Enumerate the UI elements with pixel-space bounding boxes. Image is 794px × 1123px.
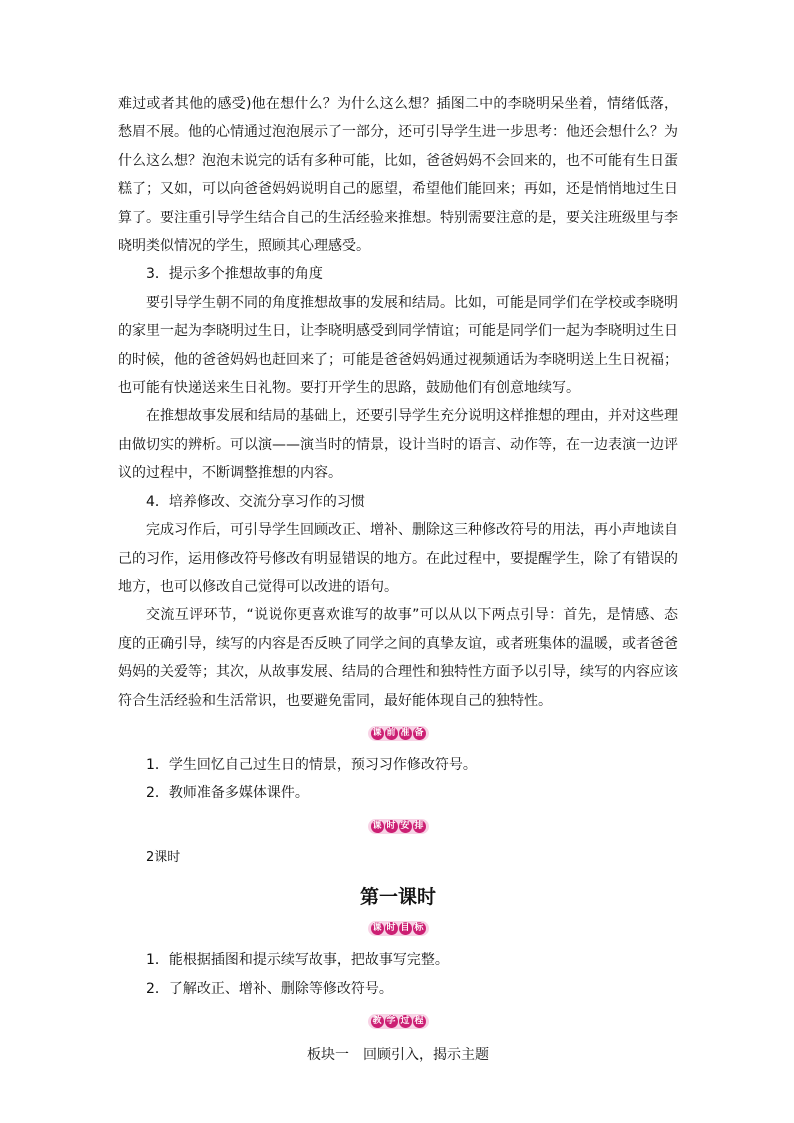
- badge-char: 排: [414, 820, 424, 831]
- prep-item-1: 1．学生回忆自己过生日的情景，预习习作修改符号。: [146, 756, 477, 773]
- badge-char: 课: [372, 820, 382, 831]
- section-4-heading: 4．培养修改、交流分享习作的习惯: [146, 493, 365, 510]
- badge-prep: [368, 726, 429, 741]
- badge-char: 课: [372, 923, 382, 934]
- badge-goals-row: [118, 918, 678, 944]
- document-content: [118, 90, 678, 1069]
- badge-char: 过: [400, 1015, 410, 1026]
- badge-process-row: [118, 1011, 678, 1037]
- badge-process: [368, 1014, 429, 1029]
- badge-schedule: [368, 819, 429, 834]
- block-title: 板块一 回顾引入，揭示主题: [307, 1046, 489, 1063]
- prep-item-2: 2．教师准备多媒体课件。: [146, 785, 309, 802]
- badge-char: 准: [400, 727, 410, 738]
- badge-char: 标: [414, 923, 424, 934]
- schedule-text: 2课时: [146, 849, 181, 865]
- goal-item-2: 2．了解改正、增补、删除等修改符号。: [146, 980, 393, 997]
- badge-char: 前: [386, 727, 396, 738]
- goal-item-1: 1．能根据插图和提示续写故事，把故事写完整。: [146, 952, 449, 969]
- paragraph-continuation: 难过或者其他的感受)他在想什么？为什么这么想？插图二中的李晓明呆坐着，情绪低落，愁眉不展。他的心情通过泡泡展示了一部分，还可引导学生进一步思考：他还会想什么？为什么这么想？泡泡未说完的话有多种可能，比如，爸爸妈妈不会回来的，也不可能有生日蛋糕了；又如，可以向爸爸妈妈说明自己的愿望，希望他们能回来；再如，还是悄悄地过生日算了。要注重引导学生结合自己的生活经验来推想。特别需要注意的是，要关注班级里与李晓明类似情况的学生，照顾其心理感受。: [118, 96, 678, 255]
- badge-prep-row: [118, 723, 678, 749]
- badge-schedule-row: [118, 816, 678, 842]
- badge-char: 课: [372, 727, 382, 738]
- section-3-paragraph-1: 要引导学生朝不同的角度推想故事的发展和结局。比如，可能是同学们在学校或李晓明的家里一起为李晓明过生日，让李晓明感受到同学情谊；可能是同学们一起为李晓明过生日的时候，他的爸爸妈妈也赶回来了；可能是爸爸妈妈通过视频通话为李晓明送上生日祝福；也可能有快递送来生日礼物。要打开学生的思路，鼓励他们有创意地续写。: [118, 294, 678, 397]
- section-4-paragraph-2: 交流互评环节，“说说你更喜欢谁写的故事”可以从以下两点引导：首先，是情感、态度的正确引导，续写的内容是否反映了同学之间的真挚友谊，或者班集体的温暖，或者爸爸妈妈的关爱等；其次，从故事发展、结局的合理性和独特性方面予以引导，续写的内容应该符合生活经验和生活常识，也要避免雷同，最好能体现自己的独特性。: [118, 607, 678, 709]
- badge-char: 学: [386, 1015, 396, 1026]
- badge-char: 教: [372, 1015, 382, 1026]
- section-4-paragraph-1: 完成习作后，可引导学生回顾改正、增补、删除这三种修改符号的用法，再小声地读自己的习作，运用修改符号修改有明显错误的地方。在此过程中，要提醒学生，除了有错误的地方，也可以修改自己觉得可以改进的语句。: [118, 522, 678, 595]
- section-3-paragraph-2: 在推想故事发展和结局的基础上，还要引导学生充分说明这样推想的理由，并对这些理由做切实的辨析。可以演——演当时的情景，设计当时的语言、动作等，在一边表演一边评议的过程中，不断调整推想的内容。: [118, 408, 678, 482]
- badge-char: 目: [400, 923, 410, 934]
- section-3-heading: 3．提示多个推想故事的角度: [146, 266, 323, 283]
- badge-char: 时: [386, 923, 396, 934]
- badge-char: 备: [414, 727, 424, 738]
- badge-char: 时: [386, 820, 396, 831]
- lesson-title: 第一课时: [359, 886, 436, 909]
- badge-goals: [368, 921, 429, 936]
- badge-char: 安: [400, 820, 410, 831]
- badge-char: 程: [414, 1015, 424, 1026]
